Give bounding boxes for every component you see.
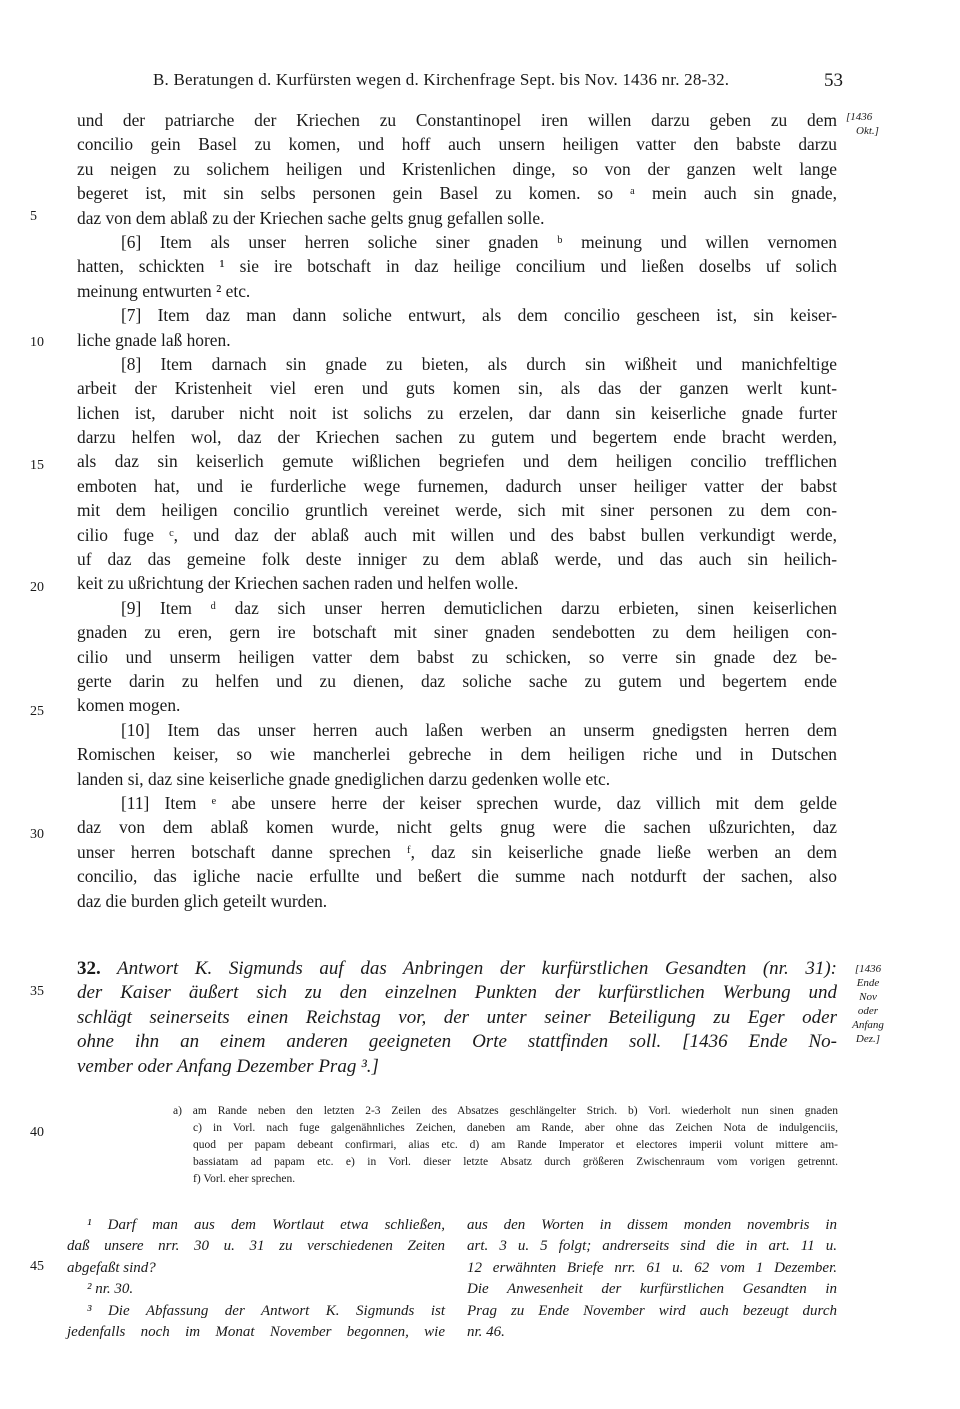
line-number: 30 [30, 827, 44, 842]
text-line: komen mogen. [77, 695, 181, 716]
line-number: 5 [30, 209, 37, 224]
text-line: uf daz das gemeine folk deste inniger zu dem ablaß werde, und das auch sin heilich- [77, 549, 837, 570]
line-number: 15 [30, 458, 44, 473]
text-line: emboten hat, und ie furderliche wege furnemen, dadurch unser heiliger vatter der babst [77, 475, 837, 496]
regest-line: vember oder Anfang Dezember Prag ³.] [77, 1055, 379, 1077]
footnote-line: abgefaßt sind? [67, 1259, 156, 1276]
margin-date-year: [1436 [846, 111, 873, 123]
text-line: concilio, das igliche nacie erfullte und beßert die summe nach notdurft der sachen, also [77, 866, 837, 887]
text-line: daz von dem ablaß komen wurde, nicht gelts gnug were die sachen ußzurichten, daz [77, 817, 837, 838]
footnote-line: jedenfalls noch im Monat November begonnen, wie [67, 1323, 445, 1340]
text-line: lichen ist, daruber nicht noit ist solichs zu erzelen, dar dann sin keiserliche gnade furter [77, 402, 837, 423]
text-line: landen si, daz sine keiserliche gnade gnediglichen darzu gedenken wolle etc. [77, 768, 611, 789]
footnote-line: ³ Die Abfassung der Antwort K. Sigmunds ist [87, 1302, 445, 1319]
header-title: B. Beratungen d. Kurfürsten wegen d. Kirchenfrage Sept. bis Nov. 1436 nr. 28-32. [153, 70, 730, 89]
footnote-line: nr. 46. [467, 1323, 505, 1340]
regest-line: ohne ihn an einem anderen geeigneten Orte stattfinden soll. [1436 Ende No- [77, 1031, 837, 1053]
footnotes-right-column [467, 1215, 837, 1343]
footnote-line: ¹ Darf man aus dem Wortlaut etwa schließen, [87, 1217, 445, 1233]
text-line: liche gnade laß horen. [77, 329, 231, 350]
text-line: als daz sin keiserlich gemute wißlichen begriefen und dem heiligen concilio trefflichen [77, 451, 837, 472]
text-line: daz von dem ablaß zu der Kriechen sache gelts gnug gefallen solle. [77, 207, 545, 228]
margin-date-note [846, 110, 886, 138]
text-line: begeret ist, mit sin selbs personen gein Basel zu komen. so ᵃ mein auch sin gnade, [77, 183, 837, 204]
text-line: meinung entwurten ² etc. [77, 280, 251, 301]
text-line: keit zu ußrichtung der Kriechen sachen raden und helfen wolle. [77, 573, 519, 594]
footnotes-left-column [67, 1215, 445, 1343]
text-line: daz die burden glich geteilt wurden. [77, 890, 328, 911]
text-line: cilio und unserm heiligen vatter dem babst zu schicken, so verre sin gnade dez be- [77, 646, 837, 667]
apparatus-line: f) Vorl. eher sprechen. [193, 1173, 296, 1185]
regest-heading [77, 955, 837, 1077]
text-line: [11] Item ᵉ abe unsere herre der keiser sprechen wurde, daz villich mit dem gelde [121, 792, 837, 813]
footnote-line: aus den Worten in dissem monden novembris in [467, 1217, 837, 1233]
line-number: 45 [30, 1259, 44, 1274]
text-line: cilio fuge ᶜ, und daz der ablaß auch mit willen und des babst bullen verkundigt werde, [77, 524, 837, 545]
text-line: mit dem heiligen concilio gruntlich vereinet werde, sich mit siner personen zu dem con- [77, 500, 837, 521]
text-line: gerte darin zu helfen und zu dienen, daz soliche sache zu gutem und begertem ende [77, 670, 837, 691]
footnote-line: ² nr. 30. [87, 1281, 134, 1298]
apparatus-line: quod per papam debeant confirmari, alias etc. d) am Rande Imperator et electores imperii volunt mittere am- [193, 1139, 838, 1151]
line-number: 25 [30, 704, 44, 719]
regest-line [77, 955, 837, 979]
footnote-line: Prag zu Ende November wird auch bezeugt durch [467, 1302, 837, 1319]
footnote-line: daß unsere nrr. 30 u. 31 zu verschiedenen Zeiten [67, 1238, 445, 1255]
text-line: darzu helfen wol, daz der Kriechen sachen zu gutem und begertem ende bracht werden, [77, 427, 837, 448]
regest-date-note [846, 962, 890, 1046]
text-line: Romischen keiser, so wie mancherlei gebreche in dem heiligen riche und in Dutschen [77, 744, 837, 765]
regest-text: Antwort K. Sigmunds auf das Anbringen der kurfürstlichen Gesandten (nr. 31): [117, 958, 837, 979]
footnote-line: Die Anwesenheit der kurfürstlichen Gesandten in [467, 1281, 837, 1298]
footnote-line: 12 erwähnten Briefe nrr. 61 u. 62 vom 1 Dezember. [467, 1259, 837, 1276]
text-line: [10] Item das unser herren auch laßen werben an unserm gnedigsten herren dem [121, 719, 837, 740]
regest-date-line: Dez.] [855, 1033, 881, 1045]
page-number: 53 [824, 70, 843, 91]
critical-apparatus [173, 1103, 838, 1188]
running-header [153, 70, 843, 94]
regest-line: der Kaiser äußert sich zu den einzelnen Punkten der kurfürstlichen Werbung und [77, 982, 837, 1004]
line-number: 40 [30, 1125, 44, 1140]
regest-number: 32. [77, 958, 101, 979]
margin-date-month: Okt.] [856, 125, 879, 137]
regest-date-line: [1436 [854, 963, 882, 975]
text-line: arbeit der Kristenheit viel eren und guts komen sin, als das der ganzen werlt kunt- [77, 378, 837, 399]
main-text [77, 108, 837, 913]
text-line: [6] Item als unser herren soliche siner gnaden ᵇ meinung und willen vernomen [121, 231, 837, 252]
text-line: hatten, schickten ¹ sie ire botschaft in daz heilige concilium und ließen doselbs uf solich [77, 256, 837, 277]
regest-date-line: Ende [856, 977, 880, 989]
text-line: zu neigen zu solichem heiligen und Kristenlichen dinge, so von der ganzen welt lange [77, 158, 837, 179]
text-line: gnaden zu eren, gern ire botschaft mit siner gnaden sendebotten zu dem heiligen con- [77, 622, 837, 643]
regest-date-line: oder [857, 1005, 879, 1017]
footnote-line: art. 3 u. 5 folgt; andrerseits sind die in art. 11 u. [467, 1238, 837, 1255]
text-line: unser herren botschaft danne sprechen ᶠ, daz sin keiserliche gnade ließe werben an dem [77, 841, 837, 862]
text-line: [8] Item darnach sin gnade zu bieten, als durch sin wißheit und manichfeltige [121, 353, 837, 374]
apparatus-line: c) in Vorl. nach fuge galgenähnliches Zeichen, daneben am Rande, aber ohne das Zeichen Nota de indulgenciis, [193, 1122, 838, 1134]
text-line: concilio gein Basel zu komen, und hoff auch unsern heiligen vatter den babste darzu [77, 134, 837, 155]
text-line: [7] Item daz man dann soliche entwurt, als dem concilio gescheen ist, sin keiser- [121, 305, 837, 326]
text-line: und der patriarche der Kriechen zu Constantinopel iren willen darzu geben zu dem [77, 110, 837, 130]
regest-date-line: Anfang [852, 1019, 884, 1031]
line-number: 10 [30, 335, 44, 350]
apparatus-line: a) am Rande neben den letzten 2-3 Zeilen des Absatzes geschlängelter Strich. b) Vorl. wiederholt nun sinen gnaden [173, 1105, 838, 1117]
line-number: 35 [30, 984, 44, 999]
text-line: [9] Item ᵈ daz sich unser herren demuticlichen darzu erbieten, sinen keiserlichen [121, 597, 837, 618]
line-number: 20 [30, 580, 44, 595]
apparatus-line: bassiatam ad papam etc. e) in Vorl. dieser letzte Absatz durch größeren Zwischenraum vom vorigen getrennt. [193, 1156, 838, 1168]
regest-date-line: Nov [859, 991, 877, 1003]
regest-line: schlägt seinerseits einen Reichstag vor, der unter seiner Beteiligung zu Eger oder [77, 1006, 837, 1028]
